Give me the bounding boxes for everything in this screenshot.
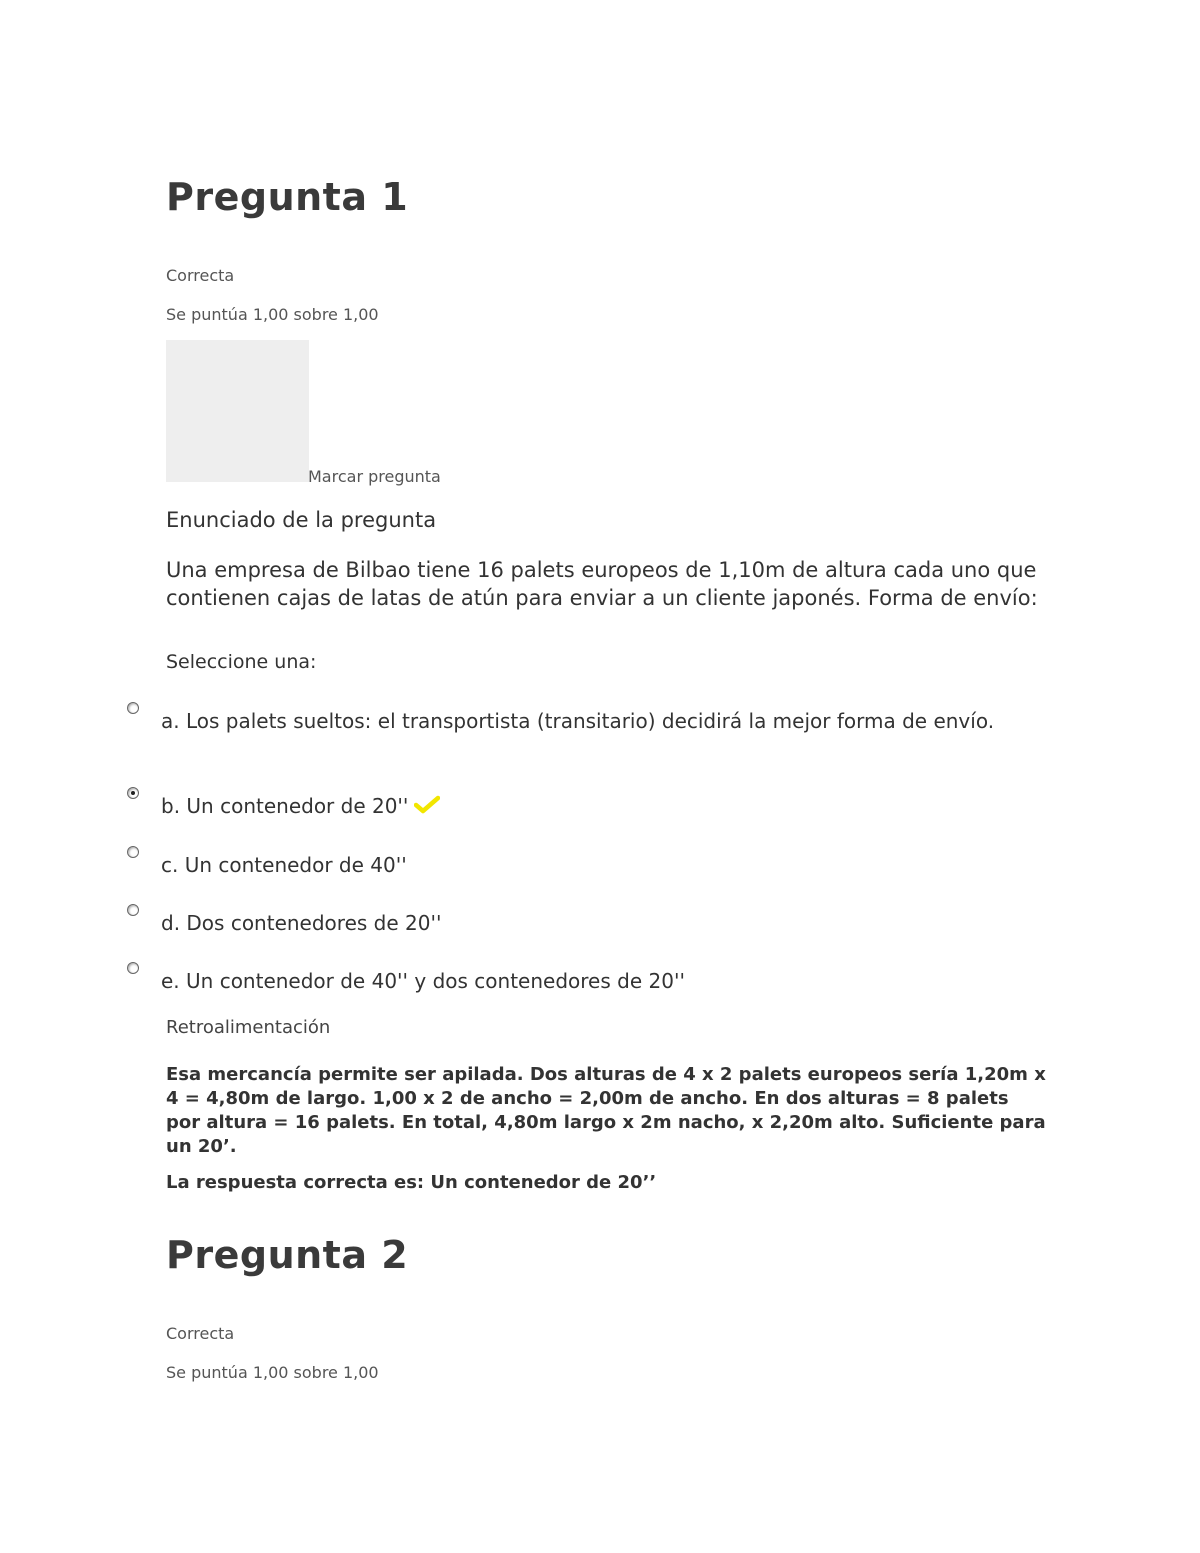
option-a-radio[interactable] xyxy=(127,702,139,714)
feedback-heading: Retroalimentación xyxy=(166,1017,331,1038)
option-b-radio[interactable] xyxy=(127,787,139,799)
question-1-title: Pregunta 1 xyxy=(166,175,409,219)
question-text: Una empresa de Bilbao tiene 16 palets europeos de 1,10m de altura cada uno que contienen cajas de latas de atún para enviar a un cliente japonés. Forma de envío: xyxy=(166,558,1038,610)
option-d-label[interactable]: d. Dos contenedores de 20'' xyxy=(161,911,442,935)
flag-question-icon[interactable] xyxy=(166,340,309,482)
check-icon xyxy=(414,795,440,815)
question-2-grade: Se puntúa 1,00 sobre 1,00 xyxy=(166,1363,379,1382)
question-1-grade: Se puntúa 1,00 sobre 1,00 xyxy=(166,305,379,324)
flag-question-link[interactable]: Marcar pregunta xyxy=(308,467,441,486)
option-e-radio[interactable] xyxy=(127,962,139,974)
option-b-text: b. Un contenedor de 20'' xyxy=(161,794,409,818)
option-d-radio[interactable] xyxy=(127,904,139,916)
option-e-label[interactable]: e. Un contenedor de 40'' y dos contenedores de 20'' xyxy=(161,969,685,993)
correct-answer-text: La respuesta correcta es: Un contenedor de 20’’ xyxy=(166,1172,657,1193)
option-c-radio[interactable] xyxy=(127,846,139,858)
option-a-label[interactable]: a. Los palets sueltos: el transportista (transitario) decidirá la mejor forma de envío. xyxy=(161,709,995,733)
option-c-label[interactable]: c. Un contenedor de 40'' xyxy=(161,853,407,877)
question-1-state: Correcta xyxy=(166,266,235,285)
select-one-label: Seleccione una: xyxy=(166,651,317,673)
question-prompt-heading: Enunciado de la pregunta xyxy=(166,508,437,532)
option-b-label[interactable] xyxy=(161,793,1001,820)
feedback-text: Esa mercancía permite ser apilada. Dos alturas de 4 x 2 palets europeos sería 1,20m x 4 = 4,80m de largo. 1,00 x 2 de ancho = 2,00m de ancho. En dos alturas = 8 palets por altura = 16 palets. En total, 4,80m largo x 2m nacho, x 2,20m alto. Suficiente para un 20’. xyxy=(166,1064,1046,1157)
question-2-state: Correcta xyxy=(166,1324,235,1343)
question-2-title: Pregunta 2 xyxy=(166,1233,409,1277)
